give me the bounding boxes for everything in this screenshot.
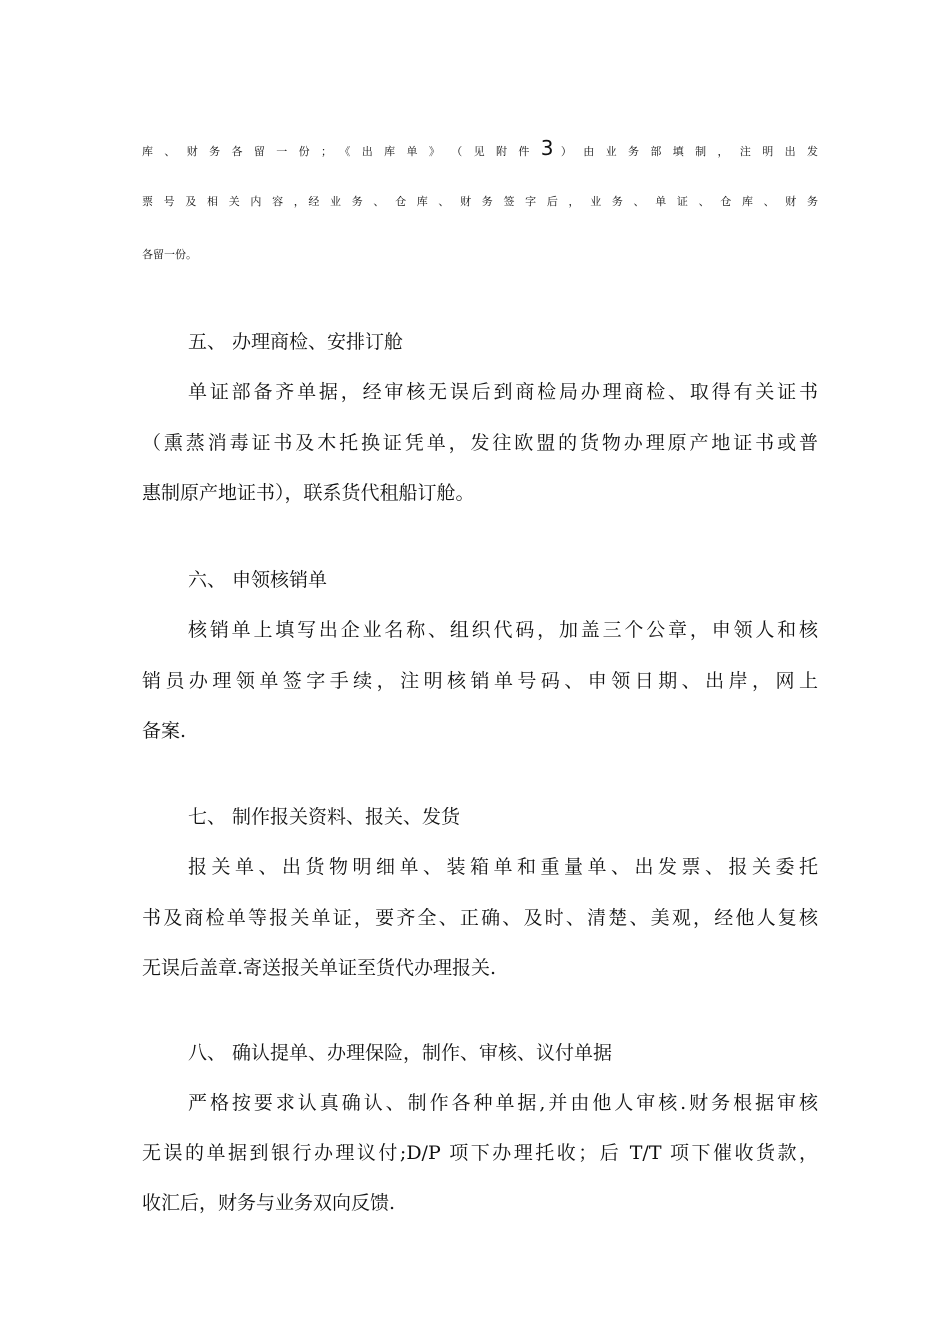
section-heading-8: 八、 确认提单、办理保险，制作、审核、议付单据 — [188, 1042, 613, 1064]
top-line-1-b: ） 由 业 务 部 填 制 ， 注 明 出 发 — [560, 145, 818, 158]
paragraph-line: （熏蒸消毒证书及木托换证凭单，发往欧盟的货物办理原产地证书或普 — [142, 432, 818, 454]
paragraph-line: 销员办理领单签字手续，注明核销单号码、申领日期、出岸，网上 — [142, 670, 818, 692]
paragraph-line: 报关单、出货物明细单、装箱单和重量单、出发票、报关委托 — [188, 856, 818, 878]
top-line-1 — [142, 136, 818, 160]
top-line-1-number: 3 — [540, 136, 554, 160]
top-line-1-a: 库 、 财 务 各 留 一 份 ； 《 出 库 单 》 （ 见 附 件 — [142, 145, 534, 158]
paragraph-line: 书及商检单等报关单证，要齐全、正确、及时、清楚、美观，经他人复核 — [142, 907, 818, 929]
paragraph-line: 无误后盖章.寄送报关单证至货代办理报关. — [142, 957, 497, 979]
paragraph-line: 惠制原产地证书），联系货代租船订舱。 — [142, 482, 475, 504]
top-line-3: 各留一份。 — [142, 248, 197, 261]
top-line-2: 票 号 及 相 关 内 容 ，经 业 务 、 仓 库 、 财 务 签 字 后 ， 业 务 、 单 证 、 仓 库 、 财 务 — [142, 195, 818, 208]
paragraph-line: 备案. — [142, 720, 187, 742]
paragraph-line: 无误的单据到银行办理议付;D/P 项下办理托收；后 T/T 项下催收货款， — [142, 1142, 818, 1164]
paragraph-line: 严格按要求认真确认、制作各种单据,并由他人审核.财务根据审核 — [188, 1092, 818, 1114]
section-heading-5: 五、 办理商检、安排订舱 — [188, 331, 404, 353]
paragraph-line: 核销单上填写出企业名称、组织代码，加盖三个公章，申领人和核 — [188, 619, 818, 641]
paragraph-line: 收汇后，财务与业务双向反馈. — [142, 1192, 396, 1214]
section-heading-6: 六、 申领核销单 — [188, 569, 328, 591]
paragraph-line: 单证部备齐单据，经审核无误后到商检局办理商检、取得有关证书 — [188, 381, 818, 403]
section-heading-7: 七、 制作报关资料、报关、发货 — [188, 806, 461, 828]
